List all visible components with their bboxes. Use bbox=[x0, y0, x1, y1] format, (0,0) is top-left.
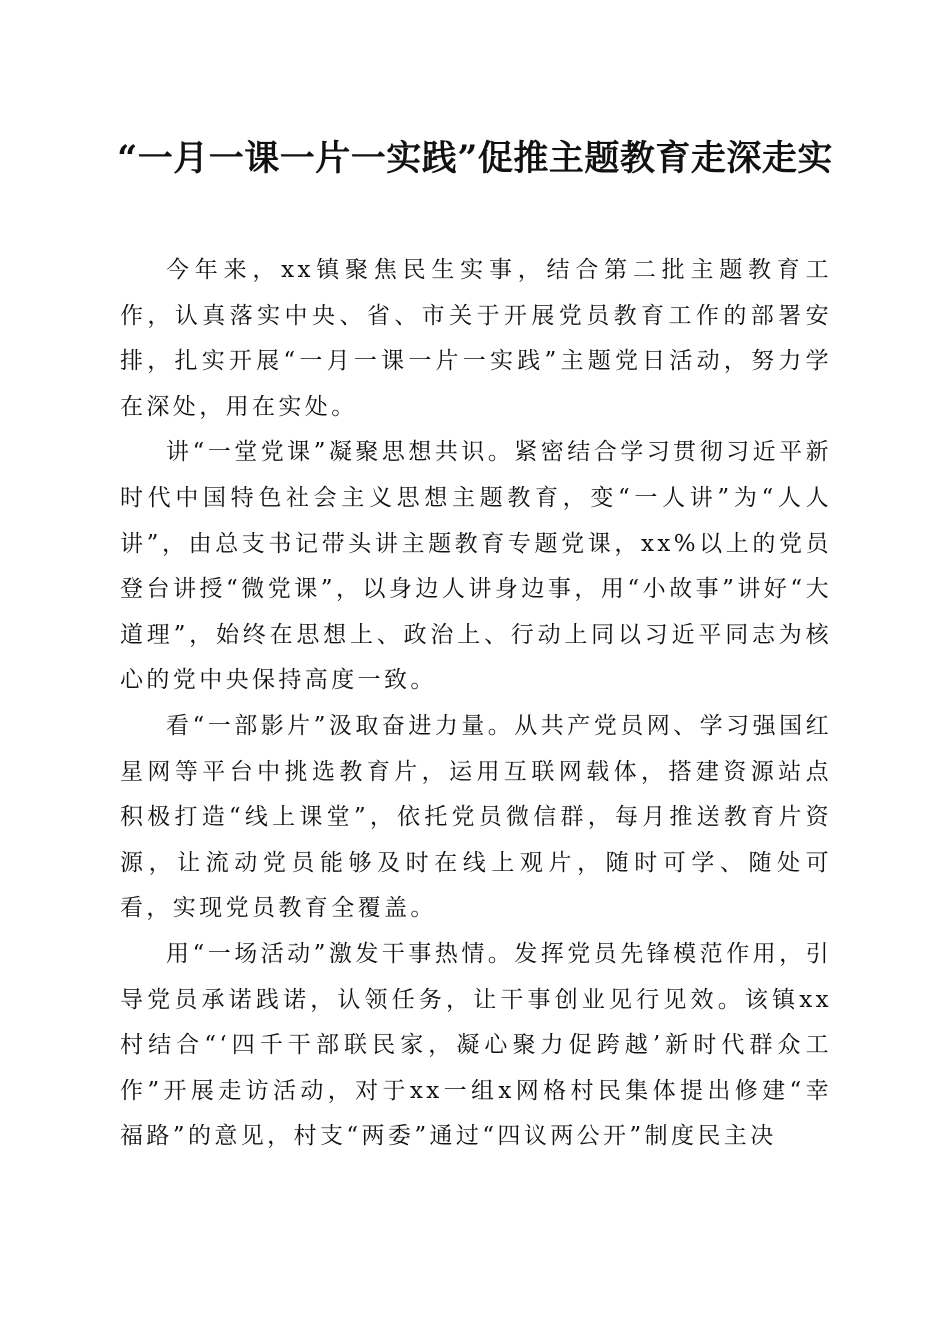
paragraph-intro: 今年来，xx镇聚焦民生实事，结合第二批主题教育工作，认真落实中央、省、市关于开展党员教育工作的部署安排，扎实开展“一月一课一片一实践”主题党日活动，努力学在深处，用在实处。 bbox=[120, 257, 832, 420]
paragraph-activity: 用“一场活动”激发干事热情。发挥党员先锋模范作用，引导党员承诺践诺，认领任务，让干事创业见行见效。该镇xx村结合“‘四千干部联民家，凝心聚力促跨越’新时代群众工作”开展走访活动，对于xx一组x网格村民集体提出修建“幸福路”的意见，村支“两委”通过“四议两公开”制度民主决 bbox=[120, 940, 832, 1150]
document-body bbox=[120, 248, 832, 1160]
document-title: “一月一课一片一实践”促推主题教育走深走实 bbox=[117, 138, 833, 179]
paragraph-party-lecture: 讲“一堂党课”凝聚思想共识。紧密结合学习贯彻习近平新时代中国特色社会主义思想主题教育，变“一人讲”为“人人讲”，由总支书记带头讲主题教育专题党课，xx%以上的党员登台讲授“微党课”，以身边人讲身边事，用“小故事”讲好“大道理”，始终在思想上、政治上、行动上同以习近平同志为核心的党中央保持高度一致。 bbox=[120, 439, 832, 694]
paragraph-film: 看“一部影片”汲取奋进力量。从共产党员网、学习强国红星网等平台中挑选教育片，运用互联网载体，搭建资源站点积极打造“线上课堂”，依托党员微信群，每月推送教育片资源，让流动党员能够及时在线上观片，随时可学、随处可看，实现党员教育全覆盖。 bbox=[120, 712, 832, 922]
